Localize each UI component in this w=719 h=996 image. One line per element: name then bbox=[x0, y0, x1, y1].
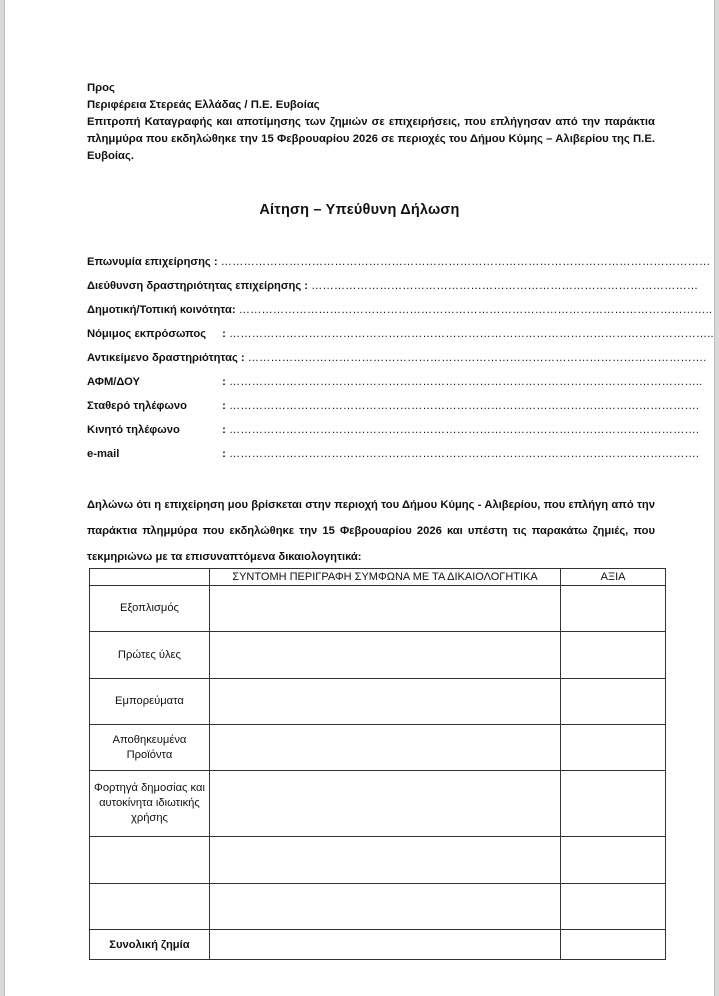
field-blank: ……………………………………………………………………………………………………………….. bbox=[228, 328, 714, 340]
field-community[interactable] bbox=[87, 302, 713, 318]
value-cell[interactable] bbox=[561, 679, 666, 725]
header-value: ΑΞΙΑ bbox=[561, 569, 666, 586]
value-cell[interactable] bbox=[561, 771, 666, 837]
table-row bbox=[90, 837, 666, 884]
total-value-cell[interactable] bbox=[561, 930, 666, 960]
description-cell[interactable] bbox=[209, 632, 560, 679]
value-cell[interactable] bbox=[561, 837, 666, 884]
field-label: ΑΦΜ/ΔΟΥ bbox=[87, 376, 140, 388]
field-label: Αντικείμενο δραστηριότητας : bbox=[87, 352, 245, 364]
field-separator: : bbox=[222, 328, 226, 340]
field-separator: : bbox=[222, 400, 226, 412]
field-blank: …………………………………………………………………………………………………………. bbox=[247, 352, 707, 364]
field-blank: ……………………………………………………………………………………………………………. bbox=[228, 448, 700, 460]
addressee-block bbox=[87, 80, 655, 165]
field-business-name[interactable] bbox=[87, 254, 711, 270]
field-blank: …………………………………………………………………………………………………………….. bbox=[228, 376, 703, 388]
value-cell[interactable] bbox=[561, 586, 666, 632]
addressee-committee: Επιτροπή Καταγραφής και αποτίμησης των ζημιών σε επιχειρήσεις, που επλήγησαν από την παράκτια πλημμύρα που εκδηλώθηκε την 15 Φεβρουαρίου 2026 σε περιοχές του Δήμου Κύμης – Αλιβερίου της Π.Ε. Ευβοίας. bbox=[87, 116, 655, 162]
field-vat-number[interactable] bbox=[87, 374, 703, 390]
category-cell: Αποθηκευμένα Προϊόντα bbox=[90, 725, 210, 771]
value-cell[interactable] bbox=[561, 632, 666, 679]
category-cell: Φορτηγά δημοσίας και αυτοκίνητα ιδιωτικής χρήσης bbox=[90, 771, 210, 837]
table-row bbox=[90, 586, 666, 632]
field-label: Σταθερό τηλέφωνο bbox=[87, 400, 187, 412]
description-cell[interactable] bbox=[209, 837, 560, 884]
category-cell: Εξοπλισμός bbox=[90, 586, 210, 632]
description-cell[interactable] bbox=[209, 725, 560, 771]
addressee-to: Προς bbox=[87, 82, 115, 94]
field-blank: ………………………………………………………………………………………………………………… bbox=[220, 256, 711, 268]
addressee-authority: Περιφέρεια Στερεάς Ελλάδας / Π.Ε. Ευβοίας bbox=[87, 99, 320, 111]
category-cell bbox=[90, 884, 210, 930]
field-blank: ……………………………………………………………………………………………………………. bbox=[228, 424, 700, 436]
table-row bbox=[90, 771, 666, 837]
header-description: ΣΥΝΤΟΜΗ ΠΕΡΙΓΡΑΦΗ ΣΥΜΦΩΝΑ ΜΕ ΤΑ ΔΙΚΑΙΟΛΟΓΗΤΙΚΑ bbox=[209, 569, 560, 586]
field-blank: ……………………………………………………………………………………………………………. bbox=[228, 400, 700, 412]
field-separator: : bbox=[222, 424, 226, 436]
field-label: Νόμιμος εκπρόσωπος bbox=[87, 328, 207, 340]
field-blank: ………………………………………………………………………………………… bbox=[311, 280, 699, 292]
field-blank: …………………………………………………………………………………………………………….. bbox=[238, 304, 713, 316]
description-cell[interactable] bbox=[209, 884, 560, 930]
field-mobile[interactable] bbox=[87, 422, 700, 438]
total-label: Συνολική ζημία bbox=[90, 930, 210, 960]
value-cell[interactable] bbox=[561, 725, 666, 771]
field-email[interactable] bbox=[87, 446, 700, 462]
field-label: Επωνυμία επιχείρησης : bbox=[87, 256, 218, 268]
category-cell: Πρώτες ύλες bbox=[90, 632, 210, 679]
table-row bbox=[90, 725, 666, 771]
field-separator: : bbox=[222, 448, 226, 460]
table-row bbox=[90, 679, 666, 725]
declaration-text: Δηλώνω ότι η επιχείρηση μου βρίσκεται στην περιοχή του Δήμου Κύμης - Αλιβερίου, που επλήγη από την παράκτια πλημμύρα που εκδηλώθηκε την 15 Φεβρουαρίου 2026 και υπέστη τις παρακάτω ζημιές, που τεκμηριώνω με τα επισυναπτόμενα δικαιολογητικά: bbox=[87, 499, 655, 563]
field-activity[interactable] bbox=[87, 350, 707, 366]
table-total-row bbox=[90, 930, 666, 960]
field-separator: : bbox=[222, 376, 226, 388]
table-row bbox=[90, 884, 666, 930]
field-label: Κινητό τηλέφωνο bbox=[87, 424, 180, 436]
field-legal-representative[interactable] bbox=[87, 326, 714, 342]
description-cell[interactable] bbox=[209, 586, 560, 632]
category-cell bbox=[90, 837, 210, 884]
description-cell[interactable] bbox=[209, 679, 560, 725]
table-row bbox=[90, 632, 666, 679]
field-landline[interactable] bbox=[87, 398, 700, 414]
field-label: e-mail bbox=[87, 448, 120, 460]
total-description-cell[interactable] bbox=[209, 930, 560, 960]
form-page bbox=[4, 0, 715, 996]
document-title: Αίτηση – Υπεύθυνη Δήλωση bbox=[259, 202, 460, 218]
description-cell[interactable] bbox=[209, 771, 560, 837]
field-business-address[interactable] bbox=[87, 278, 699, 294]
table-header-row bbox=[90, 569, 666, 586]
category-cell: Εμπορεύματα bbox=[90, 679, 210, 725]
field-label: Διεύθυνση δραστηριότητας επιχείρησης : bbox=[87, 280, 309, 292]
value-cell[interactable] bbox=[561, 884, 666, 930]
damages-table bbox=[89, 568, 666, 960]
header-category bbox=[90, 569, 210, 586]
field-label: Δημοτική/Τοπική κοινότητα: bbox=[87, 304, 236, 316]
